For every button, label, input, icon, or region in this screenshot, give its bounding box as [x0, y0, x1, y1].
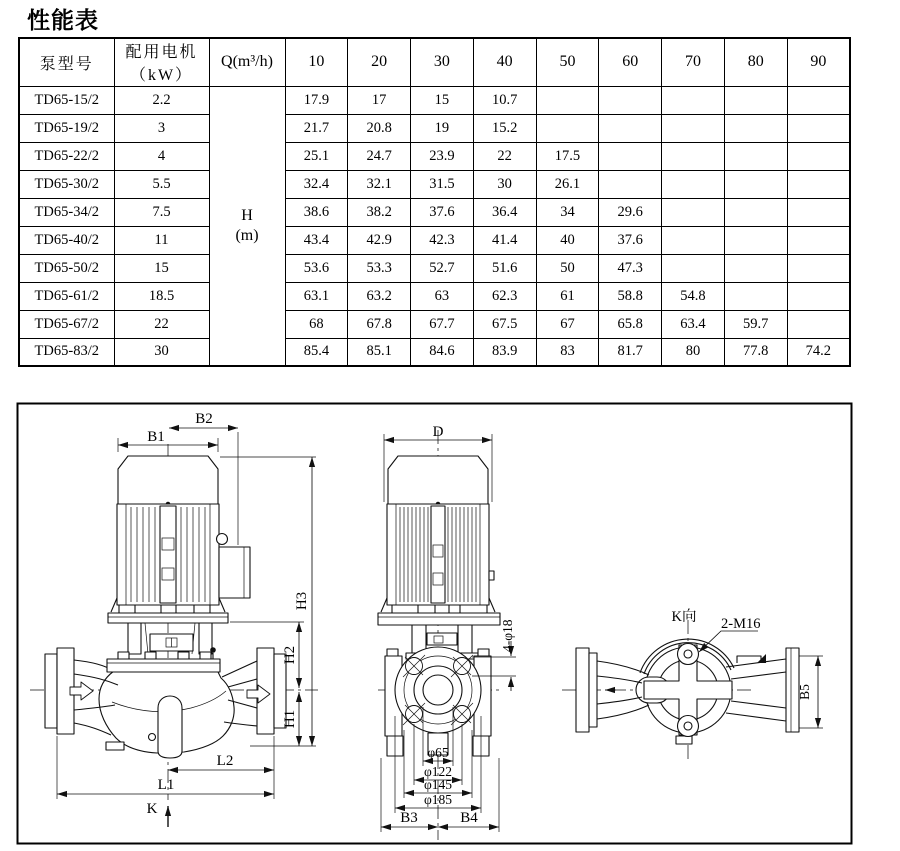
head-label-line2: (m)	[235, 226, 259, 244]
motor-header-line2: （kW）	[129, 67, 194, 85]
cell: 15	[411, 86, 474, 114]
cell	[724, 254, 787, 282]
side-view	[378, 424, 516, 840]
table-row	[19, 114, 850, 142]
col-header-q10: 10	[285, 38, 348, 86]
cell: 24.7	[348, 142, 411, 170]
cell-model: TD65-22/2	[19, 142, 114, 170]
col-header-q30: 30	[411, 38, 474, 86]
table-row	[19, 254, 850, 282]
table-row	[19, 310, 850, 338]
cell: 68	[285, 310, 348, 338]
cell: 63	[411, 282, 474, 310]
cell: 21.7	[285, 114, 348, 142]
cell-model: TD65-19/2	[19, 114, 114, 142]
cell	[787, 170, 850, 198]
col-header-q50: 50	[536, 38, 599, 86]
cell: 17.5	[536, 142, 599, 170]
cell: 42.3	[411, 226, 474, 254]
performance-table	[18, 37, 851, 367]
k-direction-view	[562, 608, 823, 760]
header-row	[19, 38, 850, 86]
dim-d: D	[432, 424, 444, 440]
dim-l1: L1	[157, 777, 175, 793]
cell-model: TD65-15/2	[19, 86, 114, 114]
col-header-q80: 80	[724, 38, 787, 86]
cell: 53.3	[348, 254, 411, 282]
cell: 53.6	[285, 254, 348, 282]
cell	[724, 142, 787, 170]
cell: 59.7	[724, 310, 787, 338]
cell: 84.6	[411, 338, 474, 366]
cell: 30	[473, 170, 536, 198]
cell: 81.7	[599, 338, 662, 366]
table-row	[19, 338, 850, 366]
cell-model: TD65-67/2	[19, 310, 114, 338]
cell	[787, 310, 850, 338]
front-view	[30, 411, 318, 827]
cell: 52.7	[411, 254, 474, 282]
table-row	[19, 86, 850, 114]
col-header-q70: 70	[662, 38, 725, 86]
cell: 43.4	[285, 226, 348, 254]
cell	[787, 86, 850, 114]
cell: 25.1	[285, 142, 348, 170]
cell	[662, 198, 725, 226]
dim-bolt-holes: 4-φ18	[500, 619, 515, 652]
dim-d65: φ65	[427, 745, 449, 760]
cell: 37.6	[411, 198, 474, 226]
cell	[536, 114, 599, 142]
dim-k: K	[146, 801, 158, 817]
cell: 29.6	[599, 198, 662, 226]
dim-l2: L2	[216, 753, 234, 769]
cell: 31.5	[411, 170, 474, 198]
cell: 17.9	[285, 86, 348, 114]
cell: 85.1	[348, 338, 411, 366]
cell: 41.4	[473, 226, 536, 254]
cell-model: TD65-83/2	[19, 338, 114, 366]
dim-h3: H3	[294, 591, 310, 611]
cell	[724, 86, 787, 114]
dim-h1: H1	[282, 709, 298, 729]
cell: 32.1	[348, 170, 411, 198]
cell	[787, 198, 850, 226]
col-header-q20: 20	[348, 38, 411, 86]
cell-model: TD65-50/2	[19, 254, 114, 282]
cell	[787, 282, 850, 310]
cell-model: TD65-40/2	[19, 226, 114, 254]
cell-model: TD65-30/2	[19, 170, 114, 198]
cell: 51.6	[473, 254, 536, 282]
cell: 38.2	[348, 198, 411, 226]
cell: 34	[536, 198, 599, 226]
cell	[662, 86, 725, 114]
cell: 67	[536, 310, 599, 338]
dim-d145: φ145	[423, 777, 453, 792]
cell: 63.4	[662, 310, 725, 338]
cell: 61	[536, 282, 599, 310]
cell: 74.2	[787, 338, 850, 366]
cell: 20.8	[348, 114, 411, 142]
cell	[599, 114, 662, 142]
cell: 36.4	[473, 198, 536, 226]
dimension-drawing	[16, 402, 853, 845]
cell-model: TD65-34/2	[19, 198, 114, 226]
motor-header-line1: 配用电机	[125, 44, 198, 62]
cell-power: 5.5	[114, 170, 209, 198]
cell: 50	[536, 254, 599, 282]
dim-h2: H2	[282, 645, 298, 665]
dim-b3: B3	[400, 810, 418, 826]
cell	[662, 142, 725, 170]
cell: 85.4	[285, 338, 348, 366]
cell-power: 18.5	[114, 282, 209, 310]
cell	[724, 282, 787, 310]
cell	[662, 114, 725, 142]
dim-b2: B2	[195, 411, 213, 427]
cell	[599, 142, 662, 170]
col-header-q40: 40	[473, 38, 536, 86]
cell: 15.2	[473, 114, 536, 142]
dim-d185: φ185	[423, 792, 453, 807]
cell: 77.8	[724, 338, 787, 366]
cell	[599, 86, 662, 114]
table-row	[19, 226, 850, 254]
col-header-q60: 60	[599, 38, 662, 86]
cell: 22	[473, 142, 536, 170]
cell: 63.2	[348, 282, 411, 310]
cell-power: 22	[114, 310, 209, 338]
cell: 26.1	[536, 170, 599, 198]
cell	[724, 114, 787, 142]
cell: 67.5	[473, 310, 536, 338]
cell	[787, 114, 850, 142]
cell: 32.4	[285, 170, 348, 198]
col-header-flow: Q(m³/h)	[209, 38, 285, 86]
cell: 23.9	[411, 142, 474, 170]
table-row	[19, 170, 850, 198]
dim-b5: B5	[797, 684, 812, 700]
cell	[787, 254, 850, 282]
cell	[662, 254, 725, 282]
dim-d122: φ122	[423, 764, 453, 779]
cell: 83	[536, 338, 599, 366]
cell: 10.7	[473, 86, 536, 114]
cell: 38.6	[285, 198, 348, 226]
table-row	[19, 282, 850, 310]
cell: 47.3	[599, 254, 662, 282]
table-row	[19, 142, 850, 170]
cell-power: 4	[114, 142, 209, 170]
cell-power: 7.5	[114, 198, 209, 226]
cell	[724, 198, 787, 226]
cell: 67.7	[411, 310, 474, 338]
cell-power: 30	[114, 338, 209, 366]
cell-power: 11	[114, 226, 209, 254]
dim-b4: B4	[460, 810, 478, 826]
cell: 17	[348, 86, 411, 114]
k-view-label: K向	[671, 609, 697, 625]
cell	[599, 170, 662, 198]
cell: 65.8	[599, 310, 662, 338]
cell	[662, 226, 725, 254]
cell	[787, 142, 850, 170]
cell: 80	[662, 338, 725, 366]
head-unit-cell	[209, 86, 285, 366]
cell	[662, 170, 725, 198]
cell: 42.9	[348, 226, 411, 254]
cell-model: TD65-61/2	[19, 282, 114, 310]
head-label-line1: H	[241, 206, 253, 224]
cell: 83.9	[473, 338, 536, 366]
cell	[787, 226, 850, 254]
col-header-motor	[114, 38, 209, 86]
page-title: 性能表	[27, 7, 99, 33]
cell: 19	[411, 114, 474, 142]
col-header-model: 泵型号	[19, 38, 114, 86]
col-header-q90: 90	[787, 38, 850, 86]
cell: 40	[536, 226, 599, 254]
dim-thread: 2-M16	[721, 616, 761, 632]
cell: 63.1	[285, 282, 348, 310]
cell: 58.8	[599, 282, 662, 310]
dim-b1: B1	[147, 429, 165, 445]
cell	[536, 86, 599, 114]
cell	[724, 226, 787, 254]
cell-power: 2.2	[114, 86, 209, 114]
cell: 37.6	[599, 226, 662, 254]
cell: 62.3	[473, 282, 536, 310]
cell-power: 3	[114, 114, 209, 142]
cell	[724, 170, 787, 198]
table-row	[19, 198, 850, 226]
cell: 54.8	[662, 282, 725, 310]
cell-power: 15	[114, 254, 209, 282]
cell: 67.8	[348, 310, 411, 338]
